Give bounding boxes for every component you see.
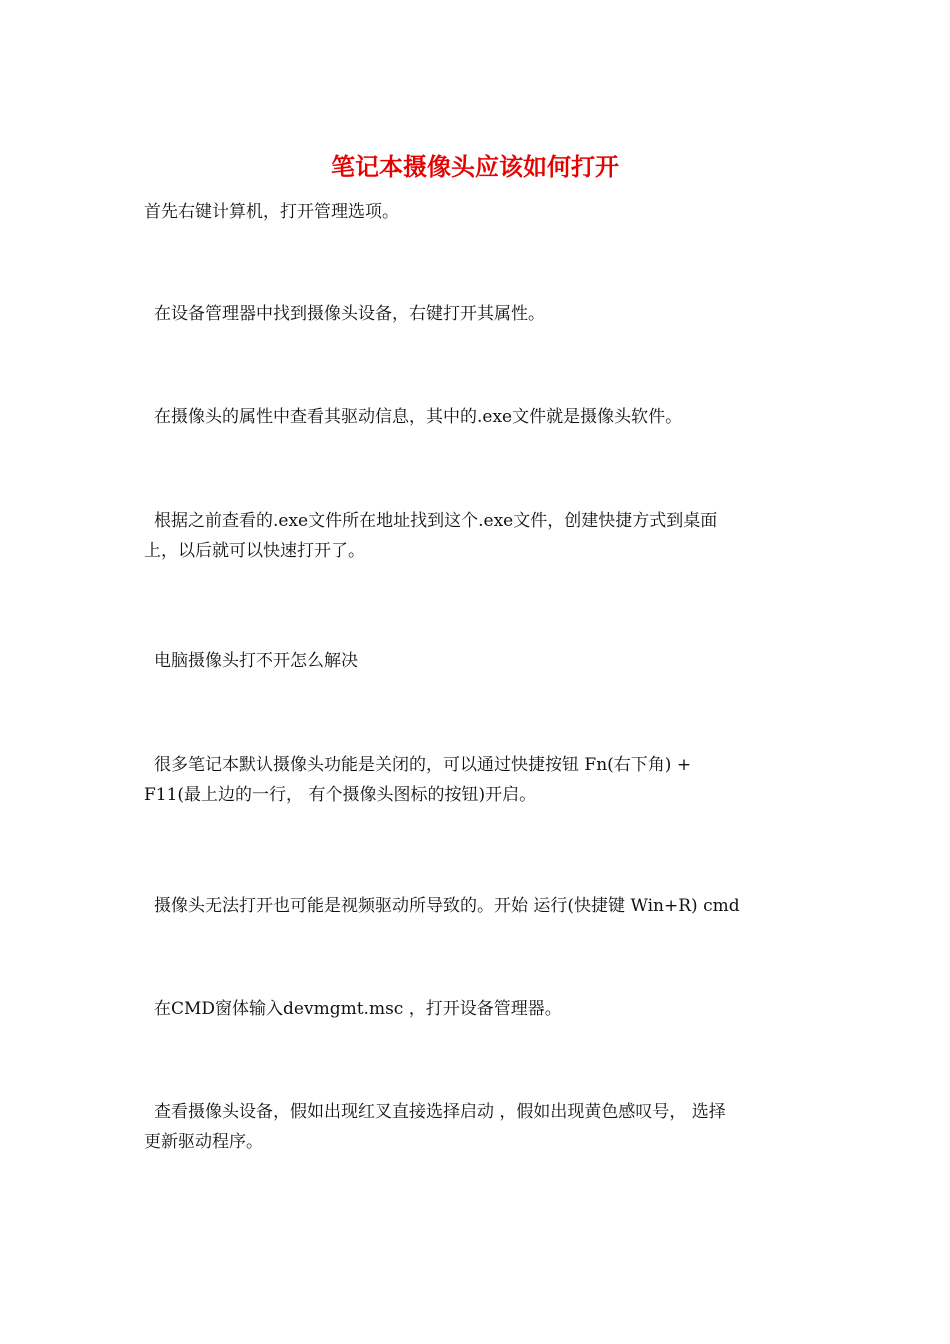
paragraph-line: 很多笔记本默认摄像头功能是关闭的，可以通过快捷按钮 Fn(右下角) + (154, 755, 692, 775)
paragraph-9 (144, 1097, 812, 1157)
paragraph-line: 更新驱动程序。 (144, 1132, 263, 1152)
paragraph-2 (144, 299, 812, 329)
paragraph-line: 在设备管理器中找到摄像头设备，右键打开其属性。 (154, 304, 545, 324)
paragraph-line: 上，以后就可以快速打开了。 (144, 541, 365, 561)
paragraph-line: 电脑摄像头打不开怎么解决 (154, 651, 358, 671)
paragraph-7 (144, 891, 812, 921)
paragraph-line: 摄像头无法打开也可能是视频驱动所导致的。开始 运行(快捷键 Win+R) cmd (154, 896, 740, 916)
paragraph-line: 首先右键计算机，打开管理选项。 (144, 202, 399, 222)
paragraph-line: F11(最上边的一行， 有个摄像头图标的按钮)开启。 (144, 785, 537, 805)
paragraph-line: 根据之前查看的.exe文件所在地址找到这个.exe文件，创建快捷方式到桌面 (154, 511, 718, 531)
paragraph-1 (144, 197, 812, 227)
document-title: 笔记本摄像头应该如何打开 (331, 152, 619, 181)
paragraph-3 (144, 402, 812, 432)
paragraph-4 (144, 506, 812, 566)
paragraph-line: 在摄像头的属性中查看其驱动信息，其中的.exe文件就是摄像头软件。 (154, 407, 683, 427)
paragraph-5 (144, 646, 812, 676)
paragraph-line: 查看摄像头设备，假如出现红叉直接选择启动 ，假如出现黄色感叹号， 选择 (154, 1102, 726, 1122)
paragraph-line: 在CMD窗体输入devmgmt.msc ，打开设备管理器。 (154, 999, 562, 1019)
paragraph-6 (144, 750, 812, 810)
paragraph-8 (144, 994, 812, 1024)
